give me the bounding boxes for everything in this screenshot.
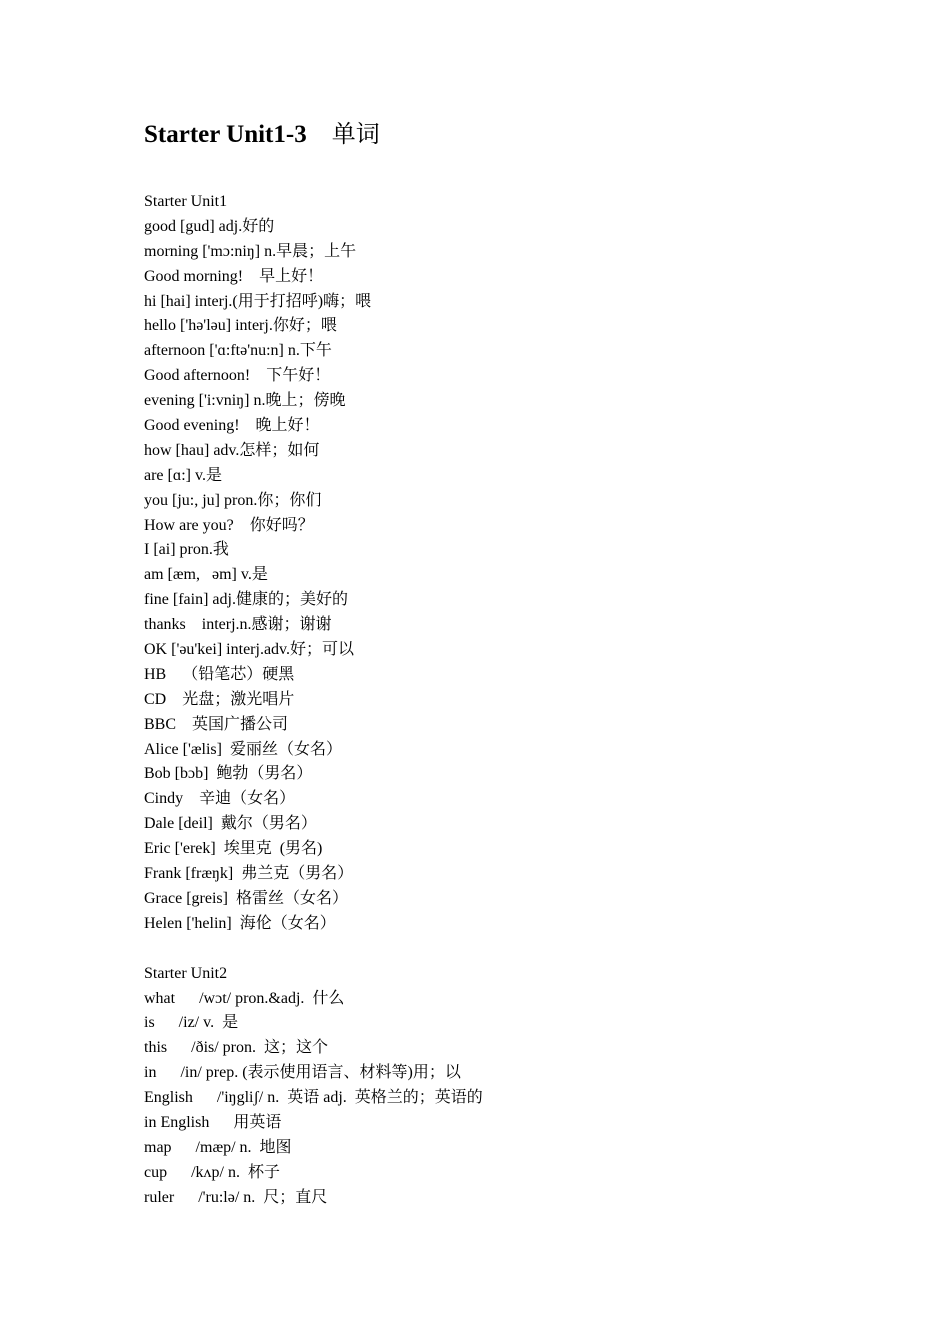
section-heading: Starter Unit2 [144, 964, 228, 982]
vocabulary-entry: map /mæp/ n. 地图 [144, 1138, 292, 1156]
title-spacer [144, 152, 904, 190]
vocabulary-entry: BBC 英国广播公司 [144, 715, 289, 733]
section-gap [144, 937, 904, 962]
vocabulary-entry: English /'iŋgliʃ/ n. 英语 adj. 英格兰的；英语的 [144, 1089, 483, 1107]
vocabulary-section [144, 190, 904, 937]
vocabulary-entry: ruler /'ru:lə/ n. 尺；直尺 [144, 1188, 328, 1206]
vocabulary-entry: Good evening! 晚上好！ [144, 417, 320, 435]
vocabulary-entry: fine [fain] adj.健康的；美好的 [144, 591, 348, 609]
vocabulary-section [144, 962, 904, 1211]
document-page [144, 116, 904, 1211]
document-title-cn: 单词 [331, 120, 380, 148]
vocabulary-entry: how [hau] adv.怎样；如何 [144, 441, 320, 459]
vocabulary-entry: Eric ['erek] 埃里克 (男名) [144, 840, 323, 858]
vocabulary-entry: Alice ['ælis] 爱丽丝（女名） [144, 740, 342, 758]
vocabulary-entry: cup /kʌp/ n. 杯子 [144, 1163, 280, 1181]
vocabulary-entry: this /ðis/ pron. 这；这个 [144, 1039, 329, 1057]
vocabulary-entry: good [gud] adj.好的 [144, 217, 275, 235]
vocabulary-entry: Good afternoon! 下午好！ [144, 367, 331, 385]
vocabulary-entry: thanks interj.n.感谢；谢谢 [144, 616, 332, 634]
vocabulary-entry: in English 用英语 [144, 1113, 282, 1131]
vocabulary-entry: afternoon ['ɑ:ftə'nu:n] n.下午 [144, 342, 332, 360]
vocabulary-entry: Grace [greis] 格雷丝（女名） [144, 889, 348, 907]
vocabulary-entry: evening ['i:vniŋ] n.晚上；傍晚 [144, 392, 346, 410]
document-title [144, 116, 904, 152]
vocabulary-entry: morning ['mɔ:niŋ] n.早晨；上午 [144, 242, 357, 260]
vocabulary-entry: I [ai] pron.我 [144, 541, 229, 559]
section-heading: Starter Unit1 [144, 193, 228, 210]
vocabulary-entry: HB （铅笔芯）硬黑 [144, 665, 295, 683]
vocabulary-entry: How are you? 你好吗？ [144, 516, 314, 534]
vocabulary-entry: am [æm, əm] v.是 [144, 566, 268, 584]
vocabulary-entry: OK ['əu'kei] interj.adv.好；可以 [144, 641, 355, 659]
vocabulary-entry: Frank [fræŋk] 弗兰克（男名） [144, 865, 354, 883]
vocabulary-entry: hello ['hə'ləu] interj.你好；喂 [144, 317, 337, 335]
vocabulary-entry: Bob [bɔb] 鲍勃（男名） [144, 765, 313, 783]
vocabulary-entry: hi [hai] interj.(用于打招呼)嗨；喂 [144, 292, 372, 310]
vocabulary-entry: Helen ['helin] 海伦（女名） [144, 914, 336, 932]
vocabulary-sections [144, 190, 904, 1211]
vocabulary-entry: CD 光盘；激光唱片 [144, 690, 295, 708]
document-title-en: Starter Unit1-3 [144, 121, 307, 148]
vocabulary-entry: are [ɑ:] v.是 [144, 466, 222, 484]
vocabulary-entry: is /iz/ v. 是 [144, 1014, 239, 1032]
vocabulary-entry: Cindy 辛迪（女名） [144, 790, 296, 808]
vocabulary-entry: you [ju:, ju] pron.你；你们 [144, 491, 322, 509]
vocabulary-entry: Dale [deil] 戴尔（男名） [144, 815, 317, 833]
vocabulary-entry: in /in/ prep. (表示使用语言、材料等)用；以 [144, 1064, 461, 1082]
vocabulary-entry: Good morning! 早上好！ [144, 267, 324, 285]
vocabulary-entry: what /wɔt/ pron.&adj. 什么 [144, 989, 345, 1007]
